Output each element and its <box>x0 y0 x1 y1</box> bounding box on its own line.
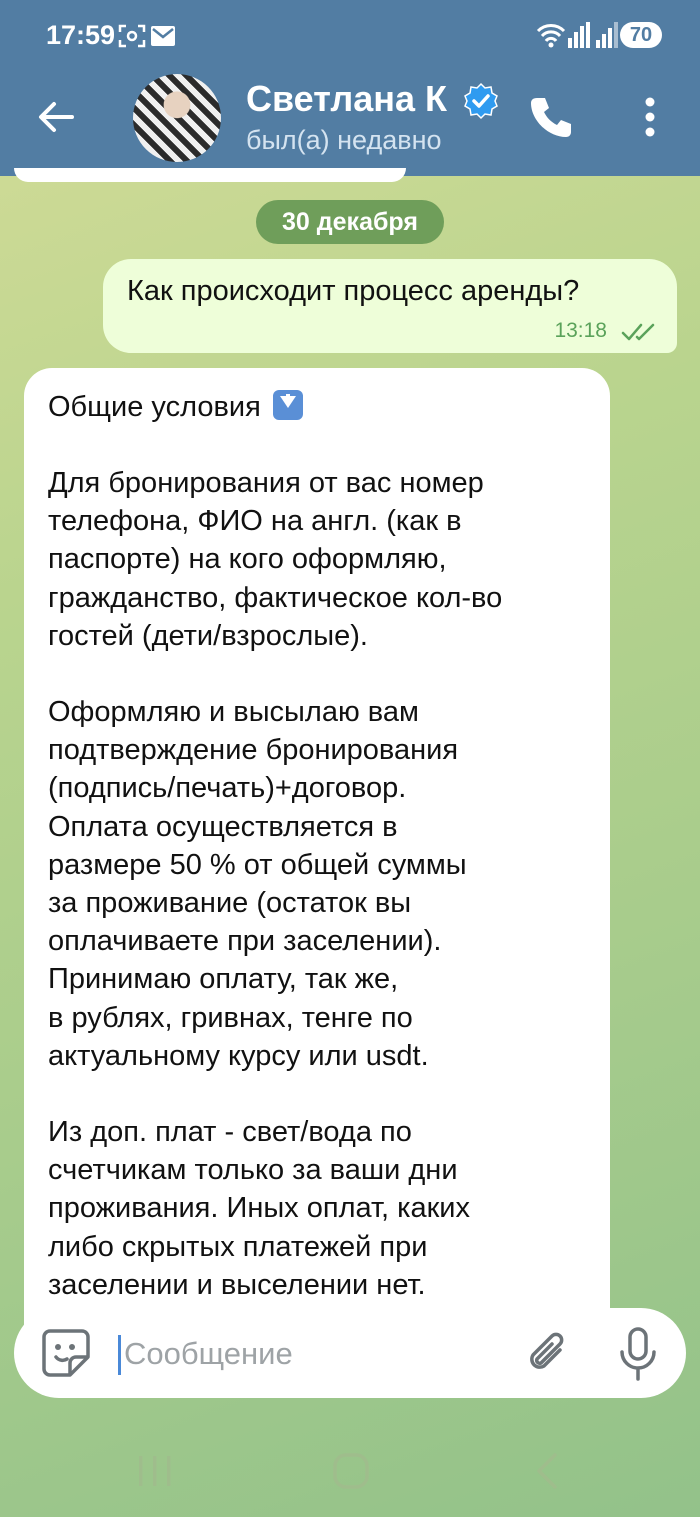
recent-apps-icon[interactable] <box>135 1454 175 1488</box>
message-paragraph: Для бронирования от вас номер телефона, ФИО на англ. (как в паспорте) на кого оформляю, гражданство, фактическое кол-во гостей (дети/взрослые). <box>48 467 503 652</box>
message-title-text: Общие условия <box>48 391 261 423</box>
status-time: 17:59 <box>46 20 116 50</box>
phone-icon[interactable] <box>528 94 574 140</box>
chat-header <box>0 0 700 176</box>
system-navigation-bar <box>0 1420 700 1517</box>
sticker-icon[interactable] <box>40 1327 92 1379</box>
outgoing-message[interactable] <box>103 259 677 353</box>
date-chip: 30 декабря <box>256 200 444 244</box>
more-vert-icon[interactable] <box>630 94 670 140</box>
status-bar <box>0 0 700 70</box>
verified-badge-icon <box>462 82 500 120</box>
home-icon[interactable] <box>332 1452 370 1490</box>
outgoing-message-text: Как происходит процесс аренды? <box>127 275 580 307</box>
nav-back-icon[interactable] <box>533 1452 561 1490</box>
incoming-message[interactable] <box>24 368 610 1328</box>
screen-capture-icon <box>118 24 146 48</box>
message-composer <box>14 1308 686 1398</box>
message-input[interactable] <box>122 1325 506 1383</box>
back-arrow-icon[interactable] <box>32 92 82 142</box>
message-paragraph: Из доп. плат - свет/вода по счетчикам только за ваши дни проживания. Иных оплат, каких либо скрытых платежей при заселении и выселении нет. <box>48 1116 471 1301</box>
contact-status: был(а) недавно <box>246 125 442 155</box>
message-paragraph: Оформляю и высылаю вам подтверждение бронирования (подпись/печать)+договор. Оплата осуществляется в размере 50 % от общей суммы за проживание (остаток вы оплачиваете при заселении). Принимаю оплату, так же, в рублях, гривнах, тенге по актуальному курсу или usdt. <box>48 696 467 1072</box>
wifi-icon <box>536 22 566 48</box>
double-check-icon <box>621 321 661 343</box>
arrow-down-emoji-icon <box>273 390 303 420</box>
signal-icon <box>568 22 590 48</box>
message-paragraph-title <box>48 388 303 426</box>
signal-icon-2 <box>596 22 618 48</box>
paperclip-icon[interactable] <box>524 1328 574 1378</box>
text-cursor <box>118 1335 121 1375</box>
mail-icon <box>151 26 175 46</box>
outgoing-message-time: 13:18 <box>554 319 607 342</box>
microphone-icon[interactable] <box>618 1326 658 1382</box>
previous-message-bubble <box>14 168 406 182</box>
avatar[interactable] <box>133 74 221 162</box>
battery-badge: 70 <box>620 22 662 48</box>
contact-name[interactable]: Светлана К <box>246 78 447 119</box>
